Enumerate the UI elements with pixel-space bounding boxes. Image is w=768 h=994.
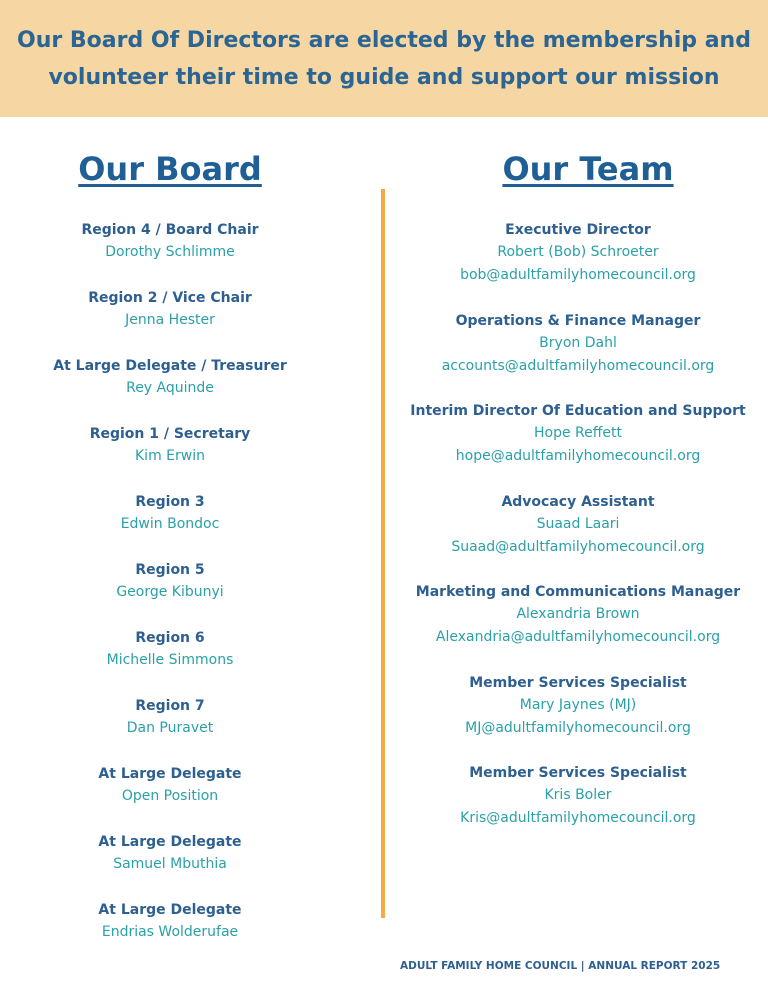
board-role: Region 3 [135, 494, 205, 510]
team-name: Kris Boler [544, 787, 612, 803]
team-role: Marketing and Communications Manager [415, 584, 741, 600]
team-email-link[interactable]: Alexandria@adultfamilyhomecouncil.org [435, 629, 721, 645]
team-name: Hope Reffett [534, 425, 622, 441]
team-member [398, 310, 758, 401]
team-member [398, 219, 758, 310]
team-name: Mary Jaynes (MJ) [519, 696, 637, 713]
board-role: Region 7 [135, 698, 205, 714]
board-member [30, 219, 310, 287]
board-name: Kim Erwin [135, 448, 205, 464]
team-email-link[interactable]: accounts@adultfamilyhomecouncil.org [441, 357, 715, 374]
board-name: Dan Puravet [126, 720, 214, 736]
board-member [30, 627, 310, 695]
board-member [30, 695, 310, 763]
team-name: Alexandria Brown [516, 606, 640, 622]
team-member [398, 581, 758, 672]
board-member [30, 831, 310, 899]
team-role: Interim Director Of Education and Support [410, 403, 746, 419]
team-name: Bryon Dahl [539, 334, 617, 351]
board-name: Michelle Simmons [106, 652, 234, 668]
board-role: Region 6 [135, 630, 205, 646]
team-role: Advocacy Assistant [501, 493, 655, 510]
team-email-link[interactable]: Kris@adultfamilyhomecouncil.org [460, 810, 696, 826]
board-name: Open Position [121, 788, 219, 804]
board-name: George Kibunyi [116, 584, 224, 600]
board-name: Samuel Mbuthia [113, 856, 227, 872]
board-name: Endrias Wolderufae [101, 924, 239, 940]
board-role: Region 1 / Secretary [89, 426, 251, 442]
board-member [30, 763, 310, 831]
team-list [398, 219, 758, 853]
board-name: Dorothy Schlimme [105, 244, 235, 260]
board-name: Edwin Bondoc [120, 516, 220, 532]
board-member [30, 423, 310, 491]
team-member [398, 491, 758, 582]
column-divider [381, 189, 385, 918]
board-role: Region 4 / Board Chair [81, 222, 259, 238]
board-role: Region 2 / Vice Chair [88, 290, 252, 306]
board-heading: Our Board [78, 150, 262, 188]
team-role: Operations & Finance Manager [455, 312, 701, 329]
board-name: Jenna Hester [125, 312, 215, 328]
team-email-link[interactable]: bob@adultfamilyhomecouncil.org [460, 267, 696, 283]
board-role: At Large Delegate [98, 902, 242, 918]
team-member [398, 762, 758, 853]
team-role: Member Services Specialist [469, 765, 687, 781]
team-role: Member Services Specialist [469, 674, 687, 691]
team-heading: Our Team [502, 150, 674, 188]
team-name: Suaad Laari [536, 515, 620, 532]
team-name: Robert (Bob) Schroeter [497, 244, 659, 260]
board-list [30, 219, 310, 967]
banner-line-2: volunteer their time to guide and support our mission [48, 64, 720, 90]
board-role: Region 5 [135, 562, 205, 578]
team-email-link[interactable]: Suaad@adultfamilyhomecouncil.org [451, 538, 705, 555]
footer-text: ADULT FAMILY HOME COUNCIL | ANNUAL REPORT 2025 [400, 960, 721, 972]
board-member [30, 491, 310, 559]
team-member [398, 672, 758, 763]
board-member [30, 559, 310, 627]
team-email-link[interactable]: hope@adultfamilyhomecouncil.org [455, 448, 701, 464]
board-member [30, 287, 310, 355]
banner-text [14, 22, 754, 96]
board-member [30, 355, 310, 423]
team-member [398, 400, 758, 491]
banner-line-1: Our Board Of Directors are elected by the membership and [17, 27, 751, 53]
board-member [30, 899, 310, 967]
team-role: Executive Director [505, 222, 651, 238]
board-role: At Large Delegate [98, 766, 242, 782]
board-name: Rey Aquinde [126, 380, 214, 396]
header-banner [0, 0, 768, 117]
team-email-link[interactable]: MJ@adultfamilyhomecouncil.org [465, 719, 691, 736]
board-role: At Large Delegate / Treasurer [53, 358, 287, 374]
board-role: At Large Delegate [98, 834, 242, 850]
